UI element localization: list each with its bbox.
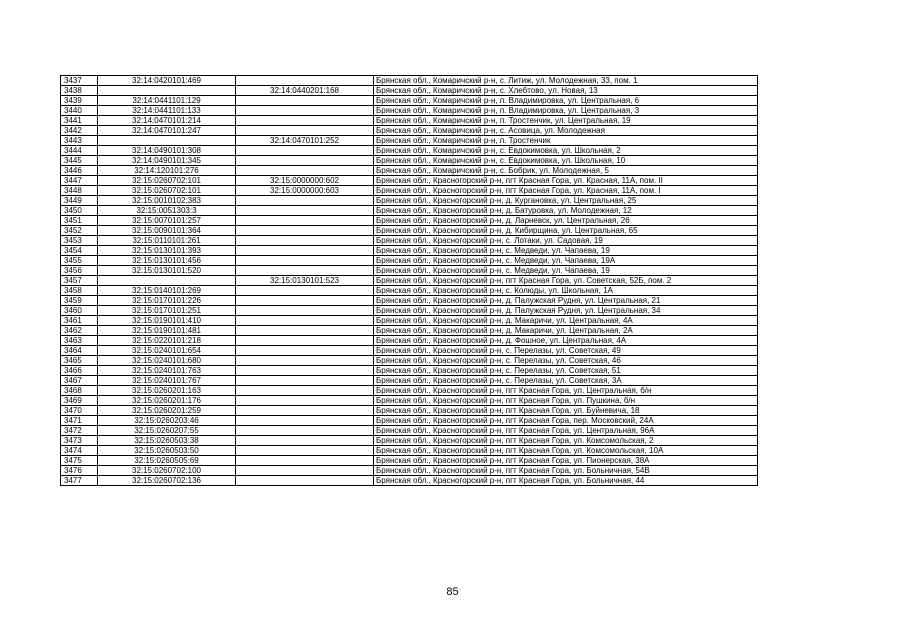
table-row [61,236,758,246]
row-number-cell: 3452 [61,226,98,236]
land-cadastral-number-cell: 32:15:0010102:383 [98,196,236,206]
row-number-cell: 3467 [61,376,98,386]
address-cell: Брянская обл., Красногорский р-н, с. Перелазы, ул. Советская, 51 [374,366,758,376]
registry-table-body [61,76,758,486]
building-cadastral-number-cell [236,466,374,476]
building-cadastral-number-cell: 32:14:0440201:168 [236,86,374,96]
row-number-cell: 3464 [61,346,98,356]
land-cadastral-number-cell: 32:15:0240101:767 [98,376,236,386]
table-row [61,86,758,96]
address-cell: Брянская обл., Красногорский р-н, д. Батуровка, ул. Молодежная, 12 [374,206,758,216]
address-cell: Брянская обл., Красногорский р-н, с. Медведи, ул. Чапаева, 19 [374,246,758,256]
building-cadastral-number-cell [236,116,374,126]
building-cadastral-number-cell [236,396,374,406]
land-cadastral-number-cell: 32:14:0470101:247 [98,126,236,136]
building-cadastral-number-cell [236,456,374,466]
land-cadastral-number-cell: 32:15:0190101:410 [98,316,236,326]
table-row [61,126,758,136]
address-cell: Брянская обл., Красногорский р-н, пгт Красная Гора, ул. Центральная, б/н [374,386,758,396]
land-cadastral-number-cell: 32:15:0130101:393 [98,246,236,256]
row-number-cell: 3474 [61,446,98,456]
land-cadastral-number-cell: 32:15:0240101:680 [98,356,236,366]
table-row [61,356,758,366]
row-number-cell: 3470 [61,406,98,416]
address-cell: Брянская обл., Красногорский р-н, д. Ларневск, ул. Центральная, 26 [374,216,758,226]
address-cell: Брянская обл., Красногорский р-н, пгт Красная Гора, ул. Больничная, 44 [374,476,758,486]
address-cell: Брянская обл., Красногорский р-н, пгт Красная Гора, ул. Больничная, 54В [374,466,758,476]
building-cadastral-number-cell [236,196,374,206]
building-cadastral-number-cell [236,426,374,436]
address-cell: Брянская обл., Комаричский р-н, п. Владимировка, ул. Центральная, 6 [374,96,758,106]
table-row [61,406,758,416]
building-cadastral-number-cell [236,406,374,416]
building-cadastral-number-cell: 32:15:0000000:603 [236,186,374,196]
table-row [61,206,758,216]
building-cadastral-number-cell [236,156,374,166]
land-cadastral-number-cell: 32:15:0170101:251 [98,306,236,316]
building-cadastral-number-cell [236,286,374,296]
row-number-cell: 3448 [61,186,98,196]
table-row [61,76,758,86]
table-row [61,226,758,236]
address-cell: Брянская обл., Красногорский р-н, д. Кибирщина, ул. Центральная, 65 [374,226,758,236]
row-number-cell: 3466 [61,366,98,376]
table-row [61,276,758,286]
land-cadastral-number-cell: 32:14:0490101:345 [98,156,236,166]
table-row [61,426,758,436]
building-cadastral-number-cell [236,476,374,486]
building-cadastral-number-cell [236,436,374,446]
land-cadastral-number-cell: 32:15:0260702:100 [98,466,236,476]
table-row [61,396,758,406]
land-cadastral-number-cell: 32:14:0470101:214 [98,116,236,126]
land-cadastral-number-cell: 32:15:0170101:226 [98,296,236,306]
land-cadastral-number-cell: 32:15:0260505:69 [98,456,236,466]
land-cadastral-number-cell: 32:15:0240101:654 [98,346,236,356]
building-cadastral-number-cell [236,336,374,346]
table-row [61,416,758,426]
address-cell: Брянская обл., Комаричский р-н, п. Владимировка, ул. Центральная, 3 [374,106,758,116]
land-cadastral-number-cell: 32:15:0070101:257 [98,216,236,226]
address-cell: Брянская обл., Красногорский р-н, пгт Красная Гора, ул. Красная, 11А, пом. II [374,176,758,186]
row-number-cell: 3475 [61,456,98,466]
address-cell: Брянская обл., Красногорский р-н, с. Медведи, ул. Чапаева, 19 [374,266,758,276]
row-number-cell: 3450 [61,206,98,216]
building-cadastral-number-cell [236,326,374,336]
table-row [61,156,758,166]
row-number-cell: 3463 [61,336,98,346]
land-cadastral-number-cell: 32:15:0260201:163 [98,386,236,396]
building-cadastral-number-cell [236,146,374,156]
land-cadastral-number-cell: 32:15:0260702:101 [98,186,236,196]
table-row [61,116,758,126]
building-cadastral-number-cell [236,226,374,236]
address-cell: Брянская обл., Комаричский р-н, с. Евдокимовка, ул. Школьная, 10 [374,156,758,166]
building-cadastral-number-cell [236,206,374,216]
row-number-cell: 3453 [61,236,98,246]
address-cell: Брянская обл., Комаричский р-н, с. Асовица, ул. Молодежная [374,126,758,136]
address-cell: Брянская обл., Комаричский р-н, с. Хлебтово, ул. Новая, 13 [374,86,758,96]
building-cadastral-number-cell [236,296,374,306]
address-cell: Брянская обл., Красногорский р-н, д. Кургановка, ул. Центральная, 25 [374,196,758,206]
row-number-cell: 3457 [61,276,98,286]
address-cell: Брянская обл., Красногорский р-н, пгт Красная Гора, ул. Красная, 11А, пом. I [374,186,758,196]
row-number-cell: 3437 [61,76,98,86]
table-row [61,306,758,316]
row-number-cell: 3440 [61,106,98,116]
land-cadastral-number-cell [98,276,236,286]
row-number-cell: 3455 [61,256,98,266]
land-cadastral-number-cell: 32:15:0260201:259 [98,406,236,416]
land-cadastral-number-cell: 32:15:0130101:456 [98,256,236,266]
row-number-cell: 3465 [61,356,98,366]
building-cadastral-number-cell [236,76,374,86]
table-row [61,146,758,156]
row-number-cell: 3460 [61,306,98,316]
table-row [61,166,758,176]
address-cell: Брянская обл., Комаричский р-н, п. Тростенчик, ул. Центральная, 19 [374,116,758,126]
address-cell: Брянская обл., Комаричский р-н, с. Литиж, ул. Молодежная, 33, пом. 1 [374,76,758,86]
land-cadastral-number-cell: 32:15:0190101:481 [98,326,236,336]
table-row [61,386,758,396]
table-row [61,246,758,256]
table-row [61,366,758,376]
row-number-cell: 3459 [61,296,98,306]
land-cadastral-number-cell: 32:15:0130101:520 [98,266,236,276]
building-cadastral-number-cell [236,306,374,316]
building-cadastral-number-cell [236,346,374,356]
row-number-cell: 3458 [61,286,98,296]
row-number-cell: 3473 [61,436,98,446]
building-cadastral-number-cell [236,166,374,176]
building-cadastral-number-cell [236,386,374,396]
row-number-cell: 3477 [61,476,98,486]
row-number-cell: 3451 [61,216,98,226]
building-cadastral-number-cell [236,316,374,326]
building-cadastral-number-cell [236,376,374,386]
land-cadastral-number-cell: 32:15:0260201:176 [98,396,236,406]
building-cadastral-number-cell: 32:14:0470101:252 [236,136,374,146]
address-cell: Брянская обл., Красногорский р-н, д. Фошное, ул. Центральная, 4А [374,336,758,346]
land-cadastral-number-cell: 32:15:0090101:364 [98,226,236,236]
building-cadastral-number-cell [236,126,374,136]
land-cadastral-number-cell: 32:15:0260207:55 [98,426,236,436]
row-number-cell: 3471 [61,416,98,426]
table-row [61,476,758,486]
table-row [61,256,758,266]
address-cell: Брянская обл., Красногорский р-н, д. Палужская Рудня, ул. Центральная, 21 [374,296,758,306]
land-cadastral-number-cell: 32:14:0441101:129 [98,96,236,106]
address-cell: Брянская обл., Красногорский р-н, с. Перелазы, ул. Советская, 46 [374,356,758,366]
table-row [61,176,758,186]
table-row [61,286,758,296]
table-row [61,466,758,476]
table-row [61,196,758,206]
land-cadastral-number-cell: 32:14:120101:276 [98,166,236,176]
row-number-cell: 3439 [61,96,98,106]
building-cadastral-number-cell [236,416,374,426]
address-cell: Брянская обл., Красногорский р-н, пгт Красная Гора, пер. Московский, 24А [374,416,758,426]
land-cadastral-number-cell: 32:15:0260702:136 [98,476,236,486]
land-cadastral-number-cell: 32:15:0140101:269 [98,286,236,296]
row-number-cell: 3472 [61,426,98,436]
land-cadastral-number-cell: 32:14:0441101:133 [98,106,236,116]
building-cadastral-number-cell [236,356,374,366]
table-row [61,216,758,226]
land-cadastral-number-cell: 32:15:0260203:46 [98,416,236,426]
land-cadastral-number-cell: 32:14:0420101:469 [98,76,236,86]
land-cadastral-number-cell: 32:14:0490101:308 [98,146,236,156]
address-cell: Брянская обл., Красногорский р-н, пгт Красная Гора, ул. Комсомольская, 10А [374,446,758,456]
address-cell: Брянская обл., Красногорский р-н, с. Медведи, ул. Чапаева, 19А [374,256,758,266]
row-number-cell: 3446 [61,166,98,176]
building-cadastral-number-cell [236,266,374,276]
table-row [61,326,758,336]
land-cadastral-number-cell [98,136,236,146]
address-cell: Брянская обл., Красногорский р-н, пгт Красная Гора, ул. Комсомольская, 2 [374,436,758,446]
table-row [61,186,758,196]
address-cell: Брянская обл., Красногорский р-н, д. Макаричи, ул. Центральная, 4А [374,316,758,326]
table-row [61,136,758,146]
building-cadastral-number-cell [236,446,374,456]
row-number-cell: 3454 [61,246,98,256]
building-cadastral-number-cell [236,246,374,256]
building-cadastral-number-cell [236,96,374,106]
address-cell: Брянская обл., Красногорский р-н, пгт Красная Гора, ул. Центральная, 96А [374,426,758,436]
row-number-cell: 3443 [61,136,98,146]
land-cadastral-number-cell: 32:15:0220101:218 [98,336,236,346]
address-cell: Брянская обл., Красногорский р-н, пгт Красная Гора, ул. Пушкина, б/н [374,396,758,406]
building-cadastral-number-cell [236,106,374,116]
building-cadastral-number-cell: 32:15:0000000:602 [236,176,374,186]
address-cell: Брянская обл., Красногорский р-н, с. Лотаки, ул. Садовая, 19 [374,236,758,246]
land-cadastral-number-cell: 32:15:0260702:101 [98,176,236,186]
address-cell: Брянская обл., Красногорский р-н, с. Перелазы, ул. Советская, 49 [374,346,758,356]
land-cadastral-number-cell: 32:15:0260503:50 [98,446,236,456]
land-cadastral-number-cell: 32:15:0051303:3 [98,206,236,216]
table-row [61,456,758,466]
address-cell: Брянская обл., Красногорский р-н, с. Перелазы, ул. Советская, 3А [374,376,758,386]
table-row [61,296,758,306]
address-cell: Брянская обл., Комаричский р-н, с. Евдокимовка, ул. Школьная, 2 [374,146,758,156]
row-number-cell: 3447 [61,176,98,186]
row-number-cell: 3468 [61,386,98,396]
address-cell: Брянская обл., Комаричский р-н, с. Бобрик, ул. Молодежная, 5 [374,166,758,176]
table-row [61,106,758,116]
building-cadastral-number-cell [236,216,374,226]
land-cadastral-number-cell: 32:15:0240101:763 [98,366,236,376]
table-row [61,446,758,456]
address-cell: Брянская обл., Комаричский р-н, п. Тростенчик [374,136,758,146]
building-cadastral-number-cell [236,256,374,266]
address-cell: Брянская обл., Красногорский р-н, пгт Красная Гора, ул. Пионерская, 38А [374,456,758,466]
row-number-cell: 3461 [61,316,98,326]
table-row [61,316,758,326]
row-number-cell: 3445 [61,156,98,166]
address-cell: Брянская обл., Красногорский р-н, пгт Красная Гора, ул. Советская, 52Б, пом. 2 [374,276,758,286]
row-number-cell: 3456 [61,266,98,276]
row-number-cell: 3469 [61,396,98,406]
building-cadastral-number-cell: 32:15:0130101:523 [236,276,374,286]
land-cadastral-number-cell [98,86,236,96]
table-row [61,376,758,386]
table-row [61,96,758,106]
building-cadastral-number-cell [236,236,374,246]
row-number-cell: 3442 [61,126,98,136]
address-cell: Брянская обл., Красногорский р-н, пгт Красная Гора, ул. Буйневича, 18 [374,406,758,416]
row-number-cell: 3462 [61,326,98,336]
table-row [61,336,758,346]
page-number: 85 [446,586,459,598]
table-row [61,266,758,276]
registry-table [60,75,758,486]
table-row [61,436,758,446]
building-cadastral-number-cell [236,366,374,376]
address-cell: Брянская обл., Красногорский р-н, д. Макаричи, ул. Центральная, 2А [374,326,758,336]
row-number-cell: 3441 [61,116,98,126]
address-cell: Брянская обл., Красногорский р-н, д. Палужская Рудня, ул. Центральная, 34 [374,306,758,316]
row-number-cell: 3438 [61,86,98,96]
table-row [61,346,758,356]
address-cell: Брянская обл., Красногорский р-н, с. Колюды, ул. Школьная, 1А [374,286,758,296]
land-cadastral-number-cell: 32:15:0110101:261 [98,236,236,246]
land-cadastral-number-cell: 32:15:0260503:38 [98,436,236,446]
row-number-cell: 3476 [61,466,98,476]
row-number-cell: 3444 [61,146,98,156]
row-number-cell: 3449 [61,196,98,206]
